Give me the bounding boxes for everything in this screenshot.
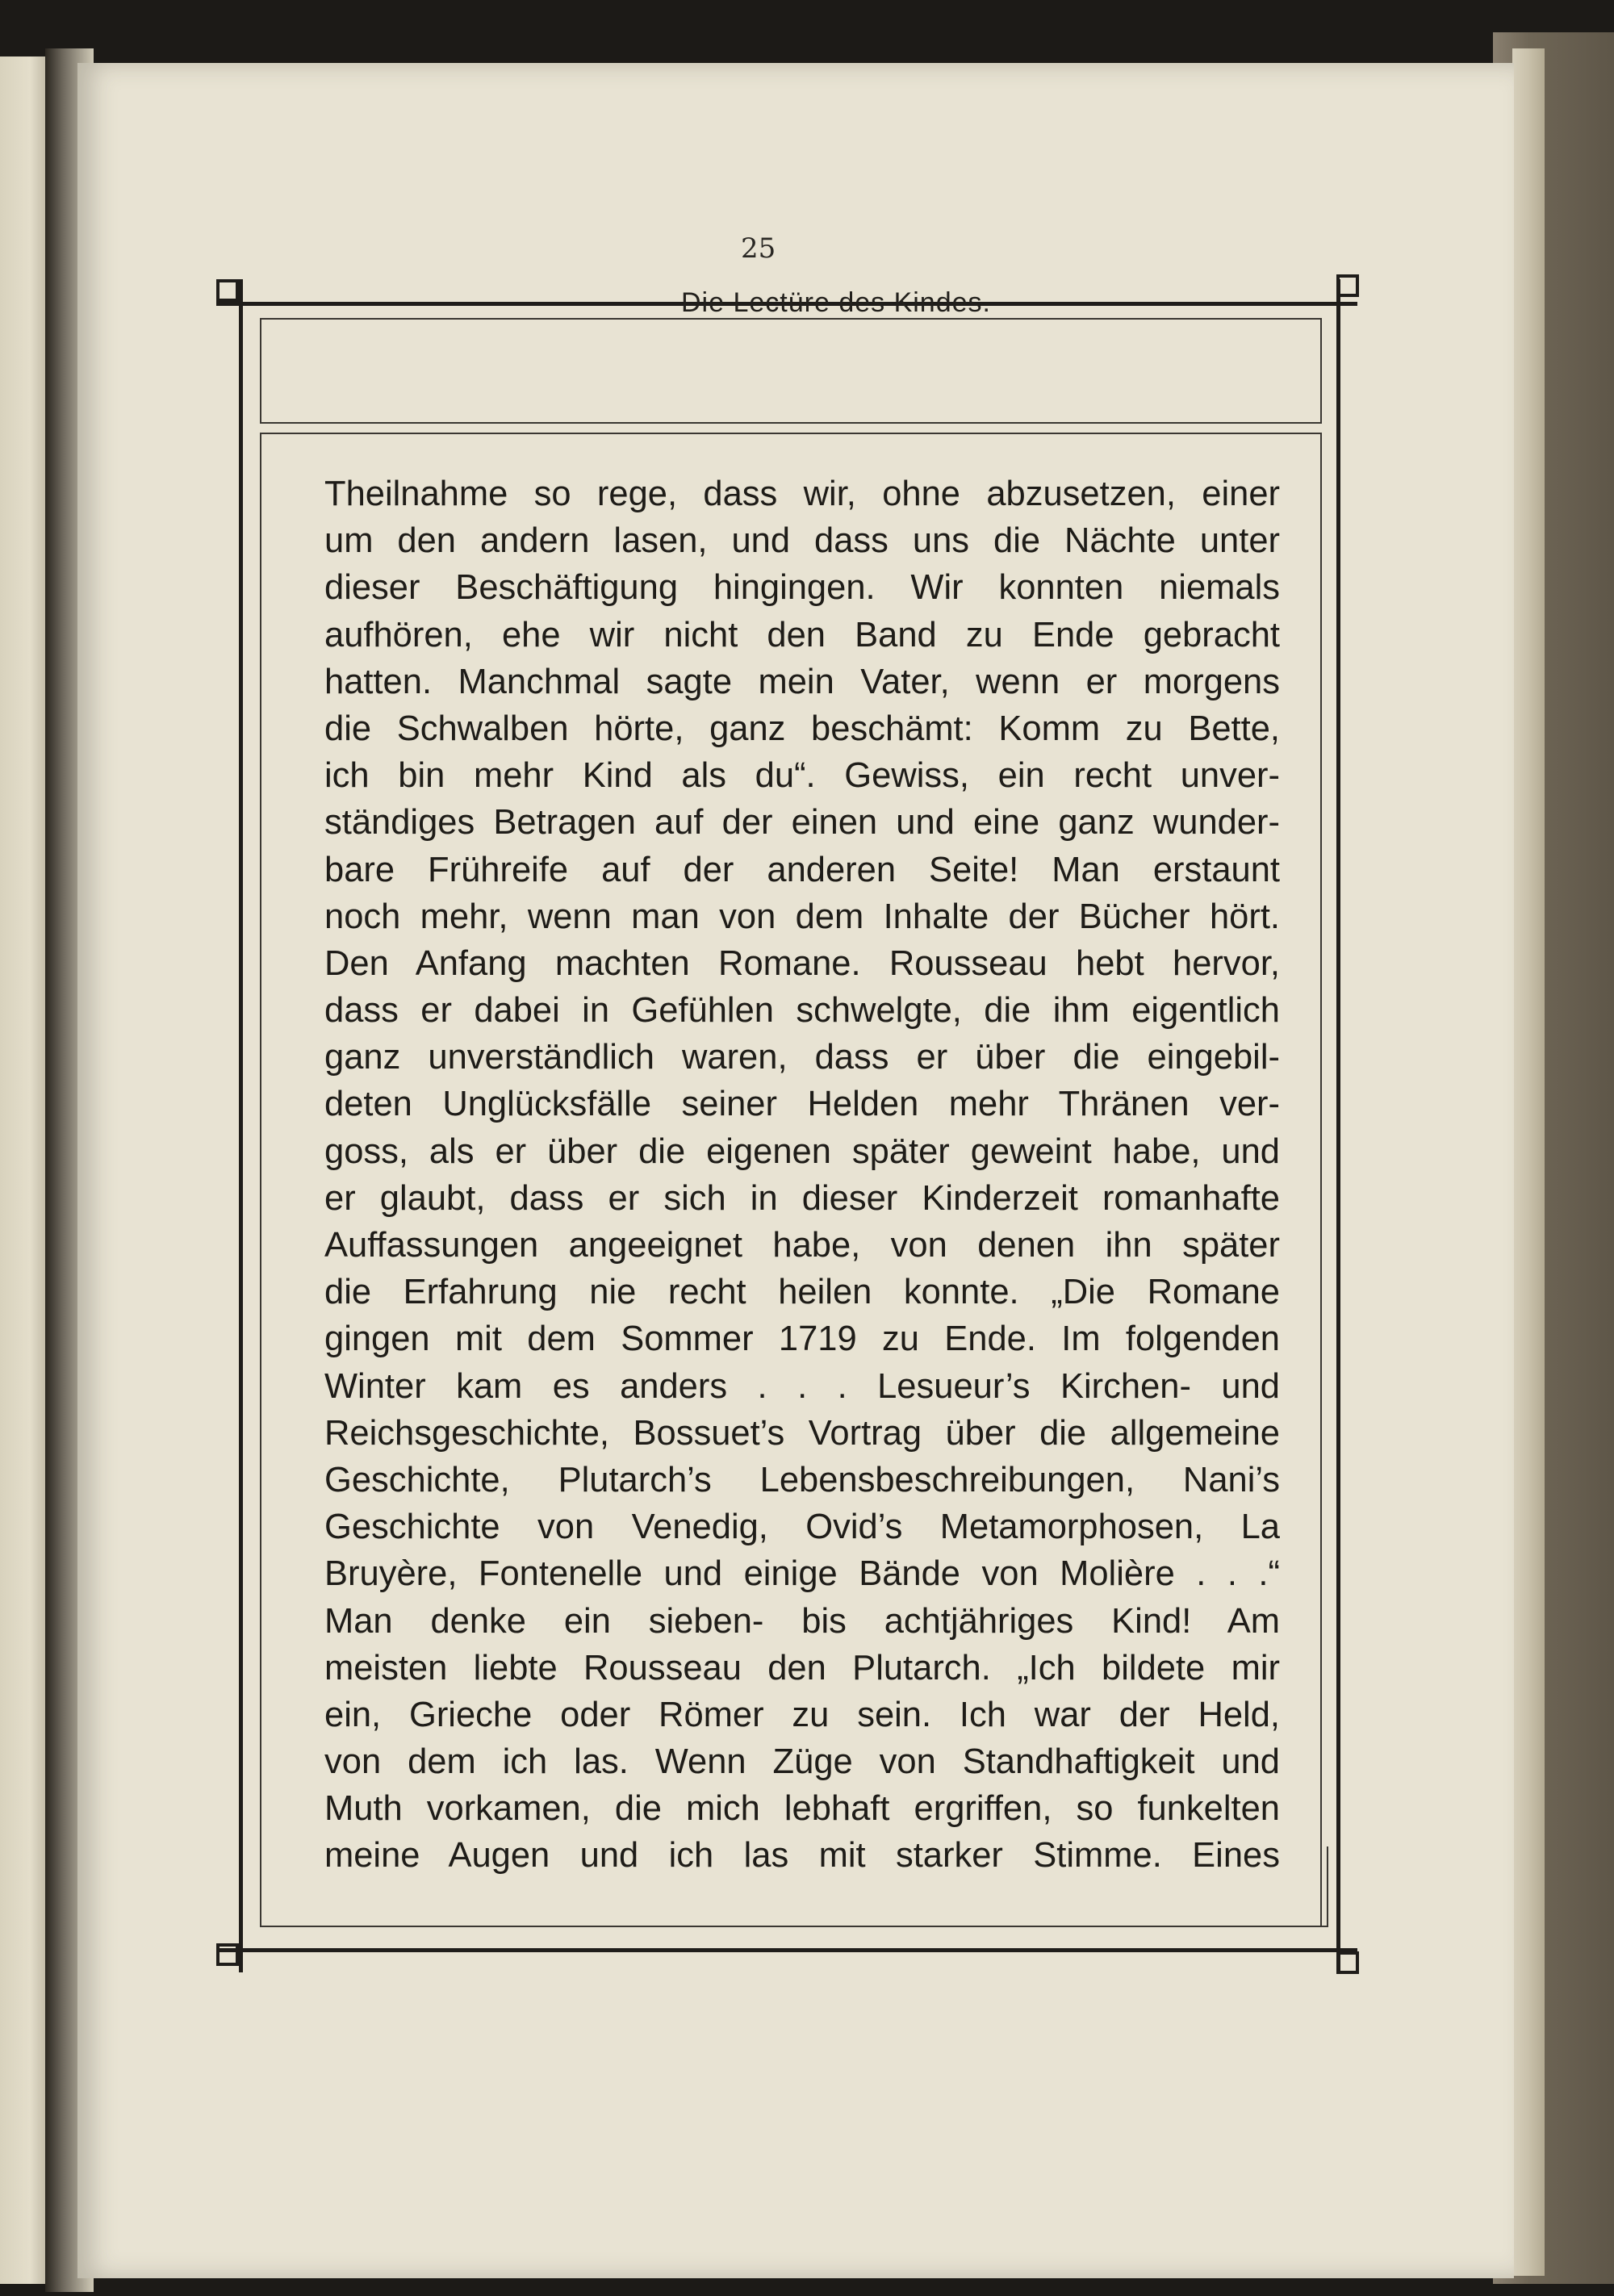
- frame-corner-bottom-right: [1336, 1951, 1359, 1974]
- text-line: ganz unverständlich waren, dass er über die eingebil-: [324, 1038, 1280, 1077]
- text-line: Theilnahme so rege, dass wir, ohne abzusetzen, einer: [324, 475, 1280, 513]
- header-box-left: [260, 318, 261, 424]
- frame-bottom-rule: [216, 1948, 1357, 1952]
- book-page: [77, 63, 1514, 2278]
- frame-corner-bottom-left: [216, 1943, 239, 1966]
- text-line: Man denke ein sieben- bis achtjähriges Kind! Am: [324, 1601, 1280, 1641]
- text-line: Reichsgeschichte, Bossuet’s Vortrag über die allgemeine: [324, 1413, 1280, 1453]
- adjacent-page-edge: [0, 56, 50, 2284]
- text-box-left: [260, 433, 261, 1927]
- text-line: meine Augen und ich las mit starker Stimme. Eines: [324, 1836, 1280, 1876]
- frame-right-rule: [1336, 279, 1340, 1972]
- text-line: dieser Beschäftigung hingingen. Wir konnten niemals: [324, 568, 1280, 608]
- text-line: deten Unglücksfälle seiner Helden mehr Thränen ver-: [324, 1085, 1280, 1124]
- text-line: hatten. Manchmal sagte mein Vater, wenn er morgens: [324, 662, 1280, 701]
- text-box-right-outer: [1327, 1846, 1328, 1927]
- text-line: Bruyère, Fontenelle und einige Bände von Molière . . .“: [324, 1554, 1280, 1594]
- text-line: ständiges Betragen auf der einen und eine ganz wunder-: [324, 803, 1280, 843]
- text-line: von dem ich las. Wenn Züge von Standhaftigkeit und: [324, 1742, 1280, 1782]
- text-line: goss, als er über die eigenen später geweint habe, und: [324, 1131, 1280, 1171]
- text-line: Geschichte, Plutarch’s Lebensbeschreibungen, Nani’s: [324, 1460, 1280, 1499]
- text-box-right: [1320, 433, 1322, 1927]
- text-line: bare Frühreife auf der anderen Seite! Man erstaunt: [324, 850, 1280, 889]
- page-stack-edge: [1512, 48, 1545, 2276]
- text-line: noch mehr, wenn man von dem Inhalte der Bücher hört.: [324, 897, 1280, 936]
- text-line: Winter kam es anders . . . Lesueur’s Kirchen- und: [324, 1366, 1280, 1406]
- frame-corner-top-left: [216, 279, 239, 302]
- text-line: ich bin mehr Kind als du“. Gewiss, ein recht unver-: [324, 756, 1280, 796]
- page-number: 25: [741, 232, 776, 265]
- text-line: die Schwalben hörte, ganz beschämt: Komm zu Bette,: [324, 709, 1280, 748]
- text-line: aufhören, ehe wir nicht den Band zu Ende gebracht: [324, 615, 1280, 655]
- running-head: Die Lectüre des Kindes.: [681, 287, 991, 318]
- text-line: er glaubt, dass er sich in dieser Kinderzeit romanhafte: [324, 1178, 1280, 1218]
- text-line: ein, Grieche oder Römer zu sein. Ich war der Held,: [324, 1695, 1280, 1734]
- text-line: die Erfahrung nie recht heilen konnte. „Die Romane: [324, 1273, 1280, 1312]
- text-line: Muth vorkamen, die mich lebhaft ergriffen, so funkelten: [324, 1789, 1280, 1829]
- text-line: meisten liebte Rousseau den Plutarch. „Ich bildete mir: [324, 1648, 1280, 1687]
- text-line: gingen mit dem Sommer 1719 zu Ende. Im folgenden: [324, 1319, 1280, 1359]
- text-line: Auffassungen angeeignet habe, von denen ihn später: [324, 1226, 1280, 1265]
- text-line: Geschichte von Venedig, Ovid’s Metamorphosen, La: [324, 1508, 1280, 1547]
- header-box-right: [1320, 318, 1322, 424]
- text-box-top: [260, 433, 1322, 434]
- text-line: dass er dabei in Gefühlen schwelgte, die ihm eigentlich: [324, 991, 1280, 1031]
- text-line: Den Anfang machten Romane. Rousseau hebt hervor,: [324, 943, 1280, 983]
- body-text: [324, 470, 1280, 1880]
- frame-left-rule: [239, 279, 243, 1972]
- header-box-bottom: [260, 422, 1322, 424]
- text-line: um den andern lasen, und dass uns die Nächte unter: [324, 521, 1280, 561]
- text-box-bottom: [260, 1926, 1328, 1927]
